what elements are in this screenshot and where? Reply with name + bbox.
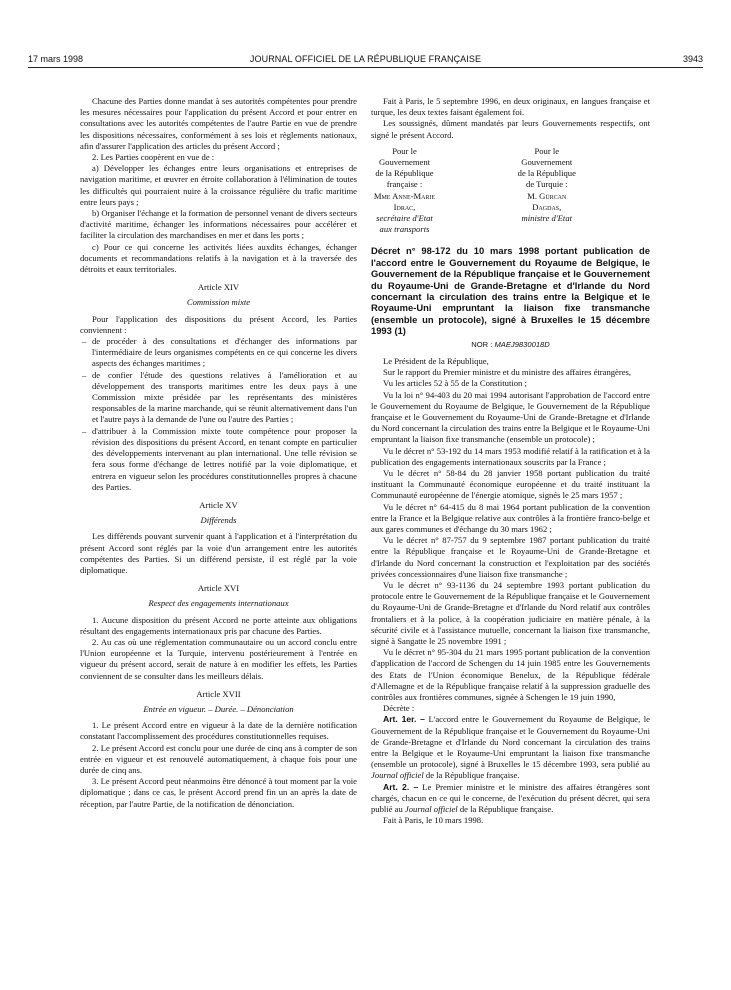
decree-title: Décret n° 98-172 du 10 mars 1998 portant publication de l'accord entre le Gouvernement du Royaume de Belgique, le Gouvernement de la République française et le Gouvernement du Royaume-Uni de Grande-Bretagne et d'Irlande du Nord concernant la circulation des trains entre la Belgique et le Royaume-Uni empruntant la liaison fixe transmanche (ensemble un protocole), signé à Bruxelles le 15 décembre 1993 (1) xyxy=(371,245,650,337)
header-rule xyxy=(28,67,703,68)
signature-line: Pour le Gouvernement xyxy=(521,145,573,168)
article-subheading: Commission mixte xyxy=(186,297,251,308)
list-item: – de procéder à des consultations et d'échanger des informations par l'intermédiaire de leurs organismes compétents en ce qui concerne les divers aspects des échanges maritimes ; xyxy=(92,336,357,370)
paragraph: Fait à Paris, le 10 mars 1998. xyxy=(383,815,484,826)
nor-reference xyxy=(371,339,650,350)
right-column xyxy=(371,96,650,826)
signature-line: de la République de Turquie : xyxy=(517,168,576,190)
nor-code: MAEJ9830018D xyxy=(494,339,550,349)
paragraph: Les soussignés, dûment mandatés par leurs Gouvernements respectifs, ont signé le présent Accord. xyxy=(371,118,650,140)
journal-title: JOURNAL OFFICIEL DE LA RÉPUBLIQUE FRANÇAISE xyxy=(249,54,482,64)
article-heading: Article XIV xyxy=(197,282,240,293)
article-label: Art. 1er. – xyxy=(383,714,425,725)
paragraph: 2. Les Parties coopèrent en vue de : xyxy=(92,152,215,163)
article-text: de la République française. xyxy=(425,770,520,781)
list-item: – de confier l'étude des questions relatives à l'amélioration et au développement des transports maritimes entre les deux pays à une Commission mixte présidée par les représentants des ministères responsables de la marine marchande, qui se réunit alternativement dans l'un et l'autre pays à la demande de l'une ou l'autre des Parties ; xyxy=(92,370,357,426)
paragraph: 2. Le présent Accord est conclu pour une durée de cinq ans à compter de son entrée en vigueur et est renouvelé automatiquement, à chaque fois pour une durée de cinq ans. xyxy=(80,742,357,775)
paragraph: Vu les articles 52 à 55 de la Constitution ; xyxy=(383,378,527,389)
paragraph: Chacune des Parties donne mandat à ses autorités compétentes pour prendre les mesures nécessaires pour l'application du présent Accord et pour entrer en consultations avec les autorités compétentes de l'autre Partie en vue de prendre les dispositions nécessaires, conformément à ses lois et règlements nationaux, afin d'assurer l'application des articles du présent Accord ; xyxy=(80,96,357,151)
signatory-role: secrétaire d'Etat aux transports xyxy=(376,213,433,235)
article-heading: Article XVI xyxy=(197,583,240,594)
article-subheading: Respect des engagements internationaux xyxy=(148,598,289,609)
paragraph: Décrète : xyxy=(383,703,415,714)
paragraph: Les différends pouvant survenir quant à l'application et à l'interprétation du présent Accord sont réglés par la voie d'un arrangement entre les autorités compétentes des Parties. Si un différend persiste, il est réglé par la voie diplomatique. xyxy=(80,531,357,575)
signatory-turkey xyxy=(513,146,650,236)
paragraph: 1. Aucune disposition du présent Accord ne porte atteinte aux obligations résultant des engagements internationaux pris par chacune des Parties. xyxy=(80,614,357,636)
signature-block xyxy=(371,146,650,236)
page-number: 3943 xyxy=(682,54,703,64)
paragraph: Fait à Paris, le 5 septembre 1996, en deux originaux, en langues française et turque, les deux textes faisant également foi. xyxy=(371,96,650,118)
paragraph: Vu la loi n° 94-403 du 20 mai 1994 autorisant l'approbation de l'accord entre le Gouvernement du Royaume de Belgique, le Gouvernement de la République française et le Gouvernement du Royaume-Uni de Grande-Bretagne et d'Irlande du Nord concernant la circulation des trains entre la Belgique et le Royaume-Uni empruntant la liaison fixe transmanche (ensemble un protocole) ; xyxy=(371,389,650,445)
article-subheading: Entrée en vigueur. – Durée. – Dénonciation xyxy=(143,703,294,714)
article-subheading: Différends xyxy=(200,515,237,526)
signatory-role: ministre d'Etat xyxy=(521,213,573,224)
article-label: Art. 2. – xyxy=(383,781,419,792)
journal-reference: Journal officiel xyxy=(371,770,424,781)
paragraph: Sur le rapport du Premier ministre et du ministre des affaires étrangères, xyxy=(383,367,632,378)
paragraph: Pour l'application des dispositions du présent Accord, les Parties conviennent : xyxy=(80,313,357,335)
paragraph: Le Président de la République, xyxy=(383,355,489,366)
article-text: L'accord entre le Gouvernement du Royaume de Belgique, le Gouvernement de la République française et le Gouvernement du Royaume-Uni de Grande-Bretagne et d'Irlande du Nord concernant la circulation des trains entre la Belgique et le Royaume-Uni empruntant la liaison fixe transmanche (ensemble un protocole), signé à Bruxelles le 15 décembre 1993, sera publié au xyxy=(371,714,650,770)
header-date: 17 mars 1998 xyxy=(28,54,84,64)
paragraph: Vu le décret n° 58-84 du 28 janvier 1958 portant publication du traité instituant la Communauté économique européenne et du traité instituant la Communauté européenne de l'énergie atomique, signés le 25 mars 1957 ; xyxy=(371,467,650,501)
dash-list xyxy=(80,336,357,493)
journal-reference: Journal officiel xyxy=(404,804,458,815)
article-heading: Article XVII xyxy=(196,688,241,699)
article-2 xyxy=(371,782,650,816)
paragraph: b) Organiser l'échange et la formation de personnel venant de divers secteurs d'activité maritime, échanger les informations nécessaires pour accélérer et faciliter la circulation des marchandises en mer et dans les ports ; xyxy=(80,208,357,241)
article-heading: Article XV xyxy=(199,499,238,510)
signature-line: Pour le Gouvernement xyxy=(378,145,431,168)
paragraph: 2. Au cas où une réglementation communautaire ou un accord conclu entre l'Union européenne et la Turquie, intervenu postérieurement à l'entrée en vigueur du présent accord, serait de nature à en modifier les effets, les Parties conviennent de se consulter dans les meilleurs délais. xyxy=(80,636,357,681)
list-item: – d'attribuer à la Commission mixte toute compétence pour proposer la révision des dispositions du présent Accord, en tenant compte en particulier des développements intervenant au plan international. Une telle révision se fera sous forme d'échange de lettres notifié par la voie diplomatique, et entrera en vigueur selon les procédures constitutionnelles propres à chacune des Parties. xyxy=(92,426,357,493)
paragraph: Vu le décret n° 87-757 du 9 septembre 1987 portant publication du traité entre la République française et le Royaume-Uni de Grande-Bretagne et d'Irlande du Nord concernant la construction et l'exploitation par des sociétés privées concessionnaires d'une liaison fixe transmanche ; xyxy=(371,535,650,579)
page-header xyxy=(28,53,703,65)
paragraph: 3. Le présent Accord peut néanmoins être dénoncé à tout moment par la voie diplomatique ; dans ce cas, le présent Accord prend fin un an après la date de réception, par l'autre Partie, de la notification de dénonciation. xyxy=(80,776,357,809)
signatory-name: Mme Anne-Marie Idrac, xyxy=(373,190,436,212)
paragraph: a) Développer les échanges entre leurs organisations et entreprises de navigation maritime, et œuvrer en étroite collaboration à l'élimination de toutes les difficultés qui pourraient nuire à la croissance régulière du trafic maritime entre leurs pays ; xyxy=(80,163,357,207)
signature-line: de la République française : xyxy=(375,168,434,190)
article-1 xyxy=(371,714,650,781)
left-column xyxy=(80,96,357,810)
signatory-name: M. Gürcan Dagdas, xyxy=(527,190,567,212)
paragraph: Vu le décret n° 93-1136 du 24 septembre 1993 portant publication du protocole entre le Gouvernement de la République française et le Gouvernement du Royaume-Uni de Grande-Bretagne et d'Irlande du Nord relatif aux contrôles frontaliers et à la police, à la coopération judiciaire en matière pénale, à la sécurité civile et à l'assistance mutuelle, concernant la liaison fixe transmanche, signé à Sangatte le 25 novembre 1991 ; xyxy=(371,579,650,646)
signatory-france xyxy=(371,146,508,236)
article-text: Le Premier ministre et le ministre des affaires étrangères sont chargés, chacun en ce qui le concerne, de l'exécution du présent décret, qui sera publié au xyxy=(371,781,651,815)
nor-label: NOR : xyxy=(471,339,493,349)
paragraph: c) Pour ce qui concerne les activités liées auxdits échanges, échanger documents et recommandations relatifs à la navigation et à la traversée des détroits et eaux territoriales. xyxy=(80,241,357,275)
article-text: de la République française. xyxy=(459,804,554,815)
paragraph: Vu le décret n° 64-415 du 8 mai 1964 portant publication de la convention entre la France et la Belgique relative aux contrôles à la frontière franco-belge et aux gares communes et d'échange du 30 mars 1962 ; xyxy=(371,501,650,534)
paragraph: Vu le décret n° 95-304 du 21 mars 1995 portant publication de la convention d'application de l'accord de Schengen du 14 juin 1985 entre les Gouvernements des Etats de l'Union économique Benelux, de la République fédérale d'Allemagne et de la République française relatif à la suppression graduelle des contrôles aux frontières communes, signée à Schengen le 19 juin 1990, xyxy=(371,647,650,702)
paragraph: Vu le décret n° 53-192 du 14 mars 1953 modifié relatif à la ratification et à la publication des engagements internationaux souscrits par la France ; xyxy=(371,445,650,467)
paragraph: 1. Le présent Accord entre en vigueur à la date de la dernière notification constatant l'accomplissement des procédures constitutionnelles requises. xyxy=(80,720,357,742)
